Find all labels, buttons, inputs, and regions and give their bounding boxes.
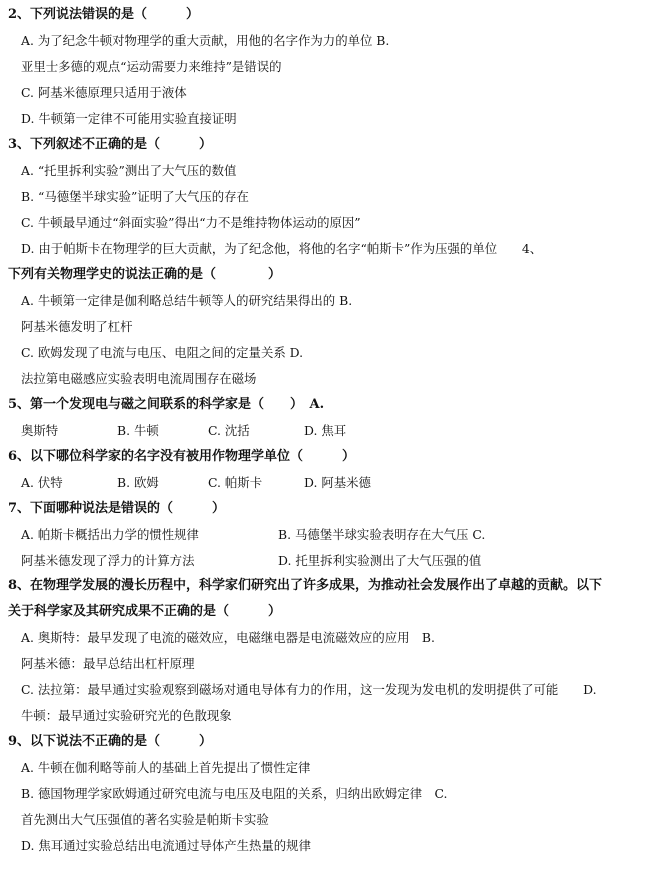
answer-option: B. 牛顿 [117, 423, 159, 438]
answer-option: B. 马德堡半球实验表明存在大气压 C. [278, 527, 486, 542]
continuation-text: 牛顿：最早通过实验研究光的色散现象 [21, 708, 232, 723]
answer-option: 奥斯特 [21, 423, 59, 438]
answer-option: A. 牛顿第一定律是伽利略总结牛顿等人的研究结果得出的 B. [21, 293, 353, 308]
question-stem: 8、在物理学发展的漫长历程中，科学家们研究出了许多成果，为推动社会发展作出了卓越的贡献。以下 [8, 578, 603, 593]
answer-option: A. 牛顿在伽利略等前人的基础上首先提出了惯性定律 [21, 760, 311, 775]
answer-option: B. “马德堡半球实验”证明了大气压的存在 [21, 189, 249, 204]
question-stem: 9、以下说法不正确的是（ ） [8, 734, 213, 749]
answer-option: C. 欧姆发现了电流与电压、电阻之间的定量关系 D. [21, 345, 304, 360]
answer-option: D. 阿基米德 [304, 475, 371, 490]
continuation-text: 阿基米德：最早总结出杠杆原理 [21, 656, 195, 671]
continuation-text: 阿基米德发明了杠杆 [21, 319, 133, 334]
answer-option: D. 由于帕斯卡在物理学的巨大贡献，为了纪念他，将他的名字“帕斯卡”作为压强的单位 4、 [21, 241, 543, 256]
answer-option: C. 帕斯卡 [208, 475, 263, 490]
answer-option: C. 阿基米德原理只适用于液体 [21, 85, 187, 100]
answer-option: D. 焦耳 [304, 423, 347, 438]
question-stem: 6、以下哪位科学家的名字没有被用作物理学单位（ ） [8, 449, 356, 464]
question-stem: 5、第一个发现电与磁之间联系的科学家是（ ） A. [8, 397, 325, 412]
answer-option: A. 奥斯特：最早发现了电流的磁效应，电磁继电器是电流磁效应的应用 B. [21, 630, 435, 645]
question-stem: 7、下面哪种说法是错误的（ ） [8, 501, 226, 516]
answer-option: C. 法拉第：最早通过实验观察到磁场对通电导体有力的作用，这一发现为发电机的发明提供了可能 D. [21, 682, 597, 697]
answer-option: D. 牛顿第一定律不可能用实验直接证明 [21, 111, 237, 126]
question-stem: 3、下列叙述不正确的是（ ） [8, 137, 213, 152]
continuation-text: 关于科学家及其研究成果不正确的是（ ） [8, 604, 282, 619]
continuation-text: 下列有关物理学史的说法正确的是（ ） [8, 267, 282, 282]
answer-option: D. 焦耳通过实验总结出电流通过导体产生热量的规律 [21, 838, 311, 853]
answer-option: A. “托里拆利实验”测出了大气压的数值 [21, 163, 237, 178]
answer-option: D. 托里拆利实验测出了大气压强的值 [278, 553, 482, 568]
answer-option: B. 德国物理学家欧姆通过研究电流与电压及电阻的关系，归纳出欧姆定律 C. [21, 786, 448, 801]
answer-option: A. 伏特 [21, 475, 63, 490]
continuation-text: 亚里士多德的观点“运动需要力来维持”是错误的 [21, 59, 282, 74]
answer-option: 阿基米德发现了浮力的计算方法 [21, 553, 195, 568]
continuation-text: 首先测出大气压强值的著名实验是帕斯卡实验 [21, 812, 269, 827]
answer-option: A. 为了纪念牛顿对物理学的重大贡献，用他的名字作为力的单位 B. [21, 33, 390, 48]
answer-option: C. 牛顿最早通过“斜面实验”得出“力不是维持物体运动的原因” [21, 215, 361, 230]
continuation-text: 法拉第电磁感应实验表明电流周围存在磁场 [21, 371, 257, 386]
answer-option: A. 帕斯卡概括出力学的惯性规律 [21, 527, 199, 542]
question-stem: 2、下列说法错误的是（ ） [8, 7, 200, 22]
answer-option: B. 欧姆 [117, 475, 159, 490]
answer-option: C. 沈括 [208, 423, 250, 438]
